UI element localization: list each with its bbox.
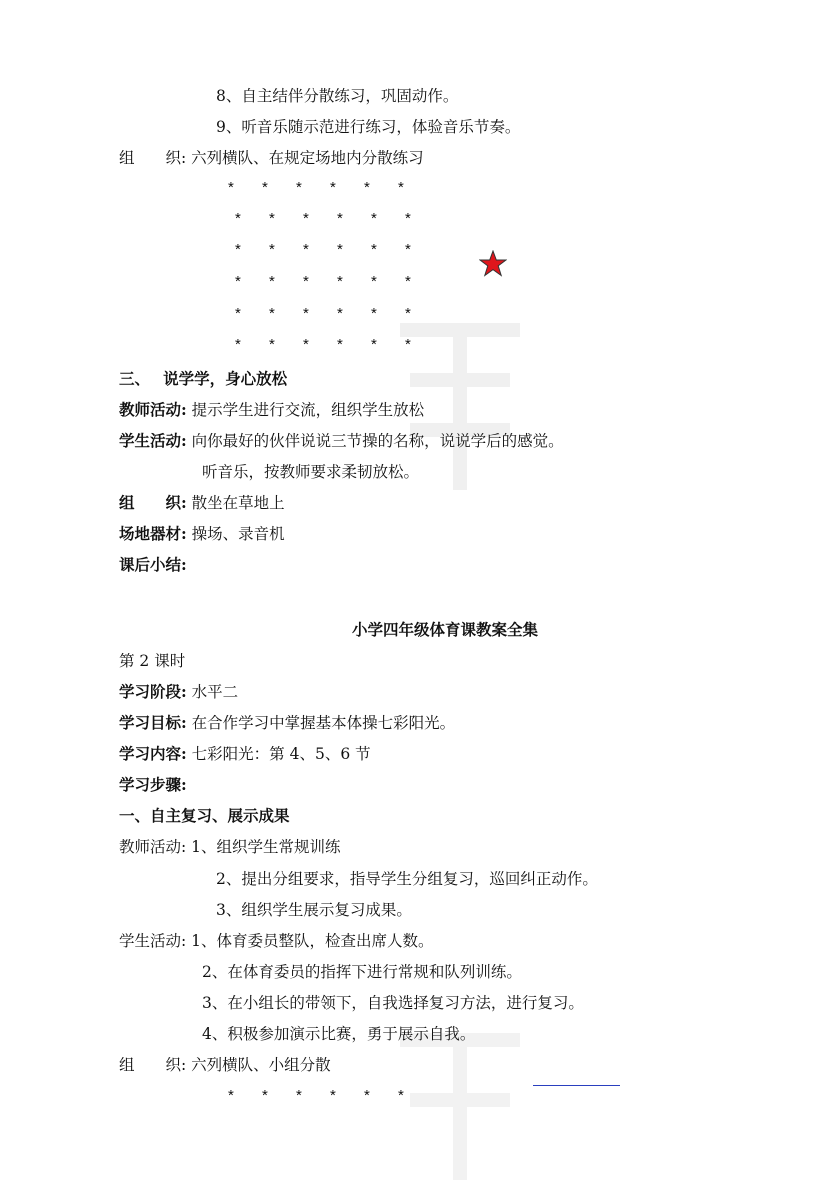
organization-line xyxy=(119,1055,331,1075)
student-activity-line xyxy=(119,431,564,451)
step-title: 一、自主复习、展示成果 xyxy=(119,806,290,825)
student-activity-label: 学生活动: xyxy=(119,932,187,950)
formation-star: * xyxy=(296,1087,302,1104)
equipment-label: 场地器材: xyxy=(119,524,187,543)
org-value: 六列横队、在规定场地内分散练习 xyxy=(191,149,424,167)
formation-star: * xyxy=(269,336,275,353)
summary-label: 课后小结: xyxy=(119,555,187,574)
formation-star: * xyxy=(235,336,241,353)
formation-star: * xyxy=(303,241,309,258)
section-title: 三、 说学学，身心放松 xyxy=(119,369,288,388)
formation-star: * xyxy=(269,210,275,227)
learning-steps-label: 学习步骤: xyxy=(119,775,187,794)
formation-star: * xyxy=(398,1087,404,1104)
teacher-activity-value: 提示学生进行交流，组织学生放松 xyxy=(191,401,425,419)
learning-content-value: 七彩阳光：第 4、5、6 节 xyxy=(191,745,371,763)
formation-star: * xyxy=(235,305,241,322)
formation-star: * xyxy=(337,210,343,227)
learning-stage-label: 学习阶段: xyxy=(119,682,187,701)
learning-stage-line xyxy=(119,682,238,702)
formation-star: * xyxy=(303,210,309,227)
org-value: 六列横队、小组分散 xyxy=(191,1056,331,1074)
org-value: 散坐在草地上 xyxy=(191,494,285,512)
student-activity-item: 3、在小组长的带领下，自我选择复习方法，进行复习。 xyxy=(202,994,584,1012)
formation-row xyxy=(235,211,439,227)
formation-star: * xyxy=(228,1087,234,1104)
formation-row xyxy=(235,337,439,353)
formation-star: * xyxy=(371,241,377,258)
formation-star: * xyxy=(296,179,302,196)
red-star-icon xyxy=(479,250,507,277)
student-activity-line xyxy=(119,931,434,951)
formation-star: * xyxy=(303,336,309,353)
formation-row xyxy=(235,306,439,322)
student-activity-value: 向你最好的伙伴说说三节操的名称，说说学后的感觉。 xyxy=(191,432,564,450)
equipment-line xyxy=(119,524,285,544)
formation-star: * xyxy=(262,179,268,196)
formation-row xyxy=(235,242,439,258)
formation-star: * xyxy=(371,336,377,353)
formation-star: * xyxy=(405,336,411,353)
organization-line xyxy=(119,148,424,168)
formation-star: * xyxy=(235,273,241,290)
teacher-activity-line xyxy=(119,400,424,420)
formation-star: * xyxy=(228,179,234,196)
teacher-activity-label: 教师活动: xyxy=(119,400,187,419)
formation-star: * xyxy=(364,1087,370,1104)
learning-stage-value: 水平二 xyxy=(191,683,239,701)
org-label: 组 织: xyxy=(119,149,187,167)
formation-star: * xyxy=(269,305,275,322)
student-activity-label: 学生活动: xyxy=(119,431,187,450)
formation-row xyxy=(228,1088,432,1104)
formation-star: * xyxy=(262,1087,268,1104)
org-label: 组 织: xyxy=(119,1056,187,1074)
formation-star: * xyxy=(405,241,411,258)
formation-star: * xyxy=(371,273,377,290)
formation-star: * xyxy=(405,273,411,290)
formation-star: * xyxy=(235,210,241,227)
formation-star: * xyxy=(371,305,377,322)
formation-star: * xyxy=(303,273,309,290)
formation-row xyxy=(235,274,439,290)
student-activity-item: 4、积极参加演示比赛，勇于展示自我。 xyxy=(202,1025,476,1043)
formation-row xyxy=(228,180,432,196)
formation-star: * xyxy=(337,241,343,258)
learning-goal-line xyxy=(119,713,455,733)
teacher-activity-item: 2、提出分组要求，指导学生分组复习，巡回纠正动作。 xyxy=(216,870,598,888)
teacher-activity-item: 1、组织学生常规训练 xyxy=(191,838,341,856)
learning-content-label: 学习内容: xyxy=(119,744,187,763)
learning-goal-label: 学习目标: xyxy=(119,713,187,732)
formation-star: * xyxy=(371,210,377,227)
text-line: 9、听音乐随示范进行练习，体验音乐节奏。 xyxy=(216,118,521,136)
document-title: 小学四年级体育课教案全集 xyxy=(351,620,538,639)
teacher-activity-label: 教师活动: xyxy=(119,838,187,856)
learning-content-line xyxy=(119,744,371,764)
formation-star: * xyxy=(269,273,275,290)
equipment-value: 操场、录音机 xyxy=(191,525,285,543)
student-activity-value-2: 听音乐，按教师要求柔韧放松。 xyxy=(202,463,420,481)
formation-star: * xyxy=(330,1087,336,1104)
teacher-activity-line xyxy=(119,837,341,857)
formation-star: * xyxy=(269,241,275,258)
organization-line xyxy=(119,493,285,513)
org-label: 组 织: xyxy=(119,493,187,512)
formation-star: * xyxy=(405,210,411,227)
formation-star: * xyxy=(330,179,336,196)
learning-goal-value: 在合作学习中掌握基本体操七彩阳光。 xyxy=(191,714,456,732)
formation-star: * xyxy=(398,179,404,196)
formation-star: * xyxy=(235,241,241,258)
formation-star: * xyxy=(337,273,343,290)
student-activity-item: 1、体育委员整队，检查出席人数。 xyxy=(191,932,434,950)
teacher-activity-item: 3、组织学生展示复习成果。 xyxy=(216,901,412,919)
formation-star: * xyxy=(303,305,309,322)
formation-star: * xyxy=(337,305,343,322)
student-activity-item: 2、在体育委员的指挥下进行常规和队列训练。 xyxy=(202,963,522,981)
text-line: 8、自主结伴分散练习，巩固动作。 xyxy=(216,87,459,105)
formation-star: * xyxy=(337,336,343,353)
underline-mark xyxy=(533,1085,620,1086)
lesson-period: 第 2 课时 xyxy=(119,652,186,670)
formation-star: * xyxy=(405,305,411,322)
formation-star: * xyxy=(364,179,370,196)
